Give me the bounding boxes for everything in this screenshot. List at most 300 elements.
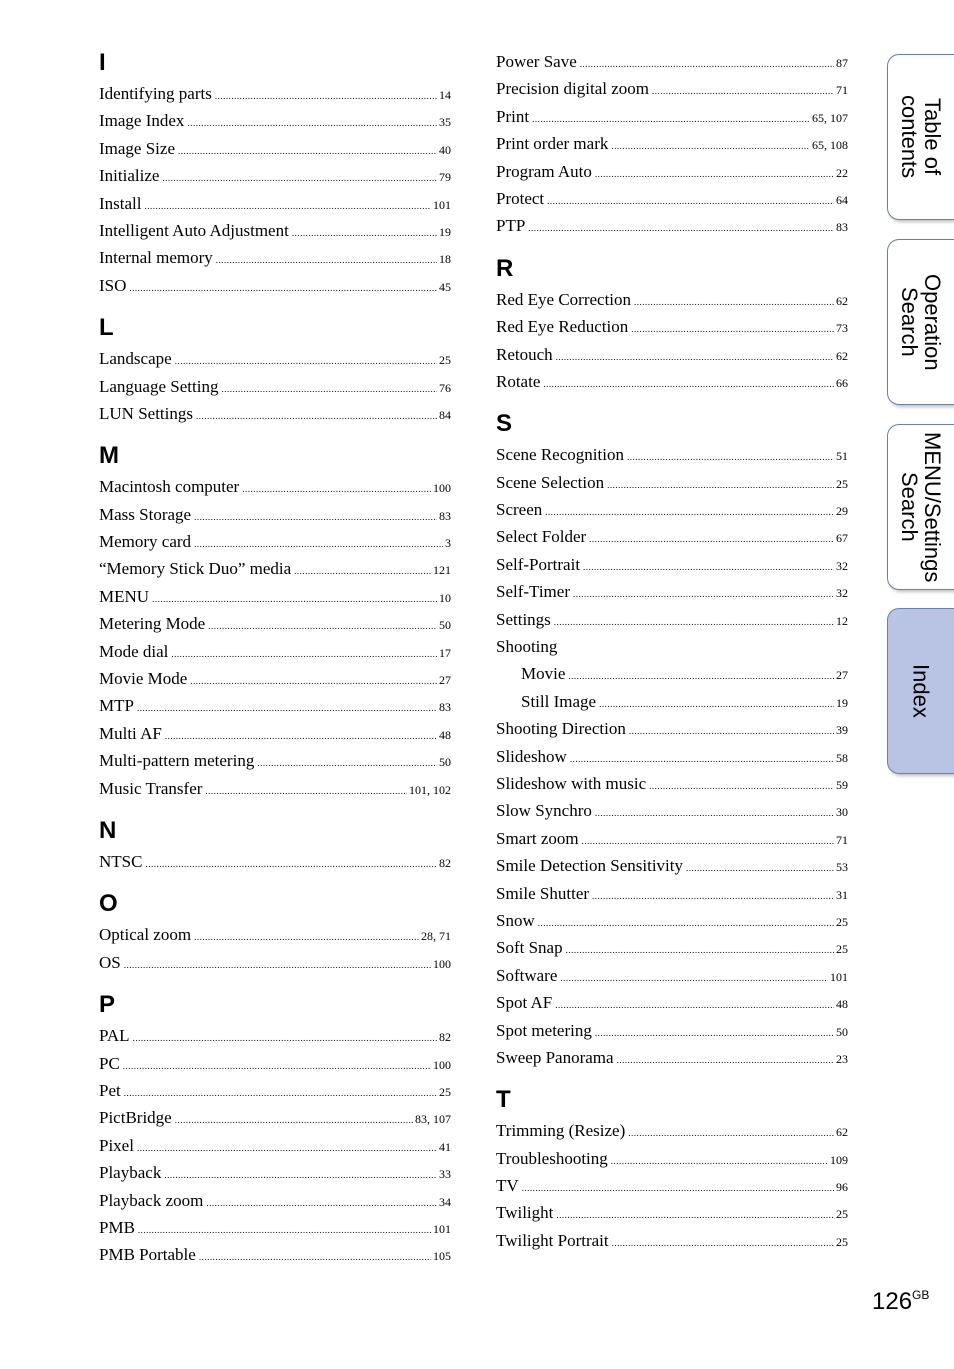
index-entry[interactable] <box>496 341 848 368</box>
page-number-value: 126 <box>872 1288 913 1315</box>
dot-leader <box>568 663 834 690</box>
page-reference-link[interactable]: 23 <box>836 1051 848 1066</box>
index-term: Slideshow <box>496 746 567 766</box>
dot-leader <box>205 778 407 805</box>
page-reference-link[interactable]: 62 <box>836 293 848 308</box>
page-reference-link[interactable]: 82 <box>439 855 451 870</box>
dot-leader <box>582 828 834 855</box>
index-term: Playback <box>99 1163 162 1183</box>
index-term: Mass Storage <box>99 504 192 524</box>
index-entry[interactable] <box>99 1022 451 1049</box>
dot-leader <box>583 554 834 581</box>
page-reference-link[interactable]: 40 <box>439 142 451 157</box>
page-reference-link[interactable]: 25 <box>836 1234 848 1249</box>
dot-leader <box>133 1025 437 1052</box>
page-reference-link[interactable]: 18 <box>439 252 451 267</box>
page-reference-link[interactable]: 50 <box>439 755 451 770</box>
index-section <box>99 889 451 976</box>
page-reference-link[interactable]: 83 <box>439 508 451 523</box>
dot-leader <box>123 1053 431 1080</box>
index-entry[interactable] <box>496 633 848 660</box>
index-entry[interactable] <box>496 1227 848 1254</box>
index-entry[interactable] <box>99 1187 451 1214</box>
index-entry[interactable] <box>496 688 848 715</box>
dot-leader <box>595 161 834 188</box>
page-reference-link[interactable]: 45 <box>439 279 451 294</box>
index-term: Macintosh computer <box>99 477 240 497</box>
page-reference-link[interactable]: 66 <box>836 375 848 390</box>
dot-leader <box>566 937 834 964</box>
index-term: Settings <box>496 609 551 629</box>
dot-leader <box>649 773 834 800</box>
index-term: Soft Snap <box>496 938 563 958</box>
dot-leader <box>206 1190 437 1217</box>
index-term: Rotate <box>496 371 541 391</box>
index-term: Print <box>496 106 530 126</box>
dot-leader <box>538 910 834 937</box>
index-entry[interactable] <box>99 638 451 665</box>
page-reference-link[interactable]: 101 <box>830 969 848 984</box>
index-entry[interactable] <box>496 825 848 852</box>
page-reference-link[interactable]: 19 <box>439 224 451 239</box>
index-term: Scene Selection <box>496 472 605 492</box>
dot-leader <box>686 855 834 882</box>
page-reference-link[interactable]: 48 <box>439 727 451 742</box>
index-entry[interactable] <box>99 1050 451 1077</box>
index-term: Optical zoom <box>99 925 192 945</box>
index-entry[interactable] <box>99 1104 451 1131</box>
page-reference-link[interactable]: 87 <box>836 56 848 70</box>
dot-leader <box>190 668 437 695</box>
index-term: Scene Recognition <box>496 445 624 465</box>
index-term: Smart zoom <box>496 828 579 848</box>
index-entry[interactable] <box>496 185 848 212</box>
index-entry[interactable] <box>496 797 848 824</box>
index-term: Pet <box>99 1080 121 1100</box>
index-section <box>99 313 451 427</box>
index-entry[interactable] <box>99 400 451 427</box>
dot-leader <box>221 376 437 403</box>
index-term: Precision digital zoom <box>496 79 649 99</box>
index-entry[interactable] <box>99 80 451 107</box>
dot-leader <box>242 476 431 503</box>
dot-leader <box>194 531 443 558</box>
index-entry[interactable] <box>99 345 451 372</box>
index-entry[interactable] <box>496 660 848 687</box>
dot-leader <box>547 188 834 215</box>
dot-leader <box>145 193 432 220</box>
index-entry[interactable] <box>99 747 451 774</box>
page-number <box>872 1288 929 1316</box>
page-reference-link[interactable]: 53 <box>836 860 848 875</box>
dot-leader <box>175 348 437 375</box>
tab-label: Operation Search <box>897 273 945 371</box>
tab-index[interactable] <box>887 608 954 774</box>
page-reference-link[interactable]: 14 <box>439 88 451 102</box>
index-entry[interactable] <box>99 162 451 189</box>
index-term: Twilight <box>496 1203 554 1223</box>
dot-leader <box>607 472 834 499</box>
index-term: Smile Detection Sensitivity <box>496 856 683 876</box>
index-entry[interactable] <box>99 1241 451 1268</box>
index-entry[interactable] <box>99 217 451 244</box>
index-entry[interactable] <box>496 496 848 523</box>
page-reference-link[interactable]: 71 <box>836 832 848 847</box>
index-entry[interactable] <box>496 606 848 633</box>
page-reference-link[interactable]: 48 <box>836 997 848 1012</box>
index-section <box>496 1085 848 1254</box>
index-term: Pixel <box>99 1135 134 1155</box>
dot-leader <box>165 723 437 750</box>
index-entry[interactable] <box>496 852 848 879</box>
dot-leader <box>137 695 437 722</box>
index-entry[interactable] <box>496 1117 848 1144</box>
dot-leader <box>164 1162 437 1189</box>
page-reference-link[interactable]: 65, 107 <box>812 110 848 125</box>
page-reference-link[interactable]: 25 <box>439 1084 451 1099</box>
page-reference-link[interactable]: 29 <box>836 504 848 519</box>
page-reference-link[interactable]: 58 <box>836 750 848 765</box>
page-reference-link[interactable]: 25 <box>836 476 848 491</box>
page-reference-link[interactable]: 109 <box>830 1152 848 1167</box>
index-entry[interactable] <box>99 135 451 162</box>
tab-label: MENU/Settings Search <box>897 431 945 583</box>
page-reference-link[interactable]: 100 <box>433 956 451 971</box>
index-entry[interactable] <box>99 272 451 299</box>
index-entry[interactable] <box>99 473 451 500</box>
section-letter-heading: T <box>496 1086 511 1114</box>
dot-leader <box>199 1244 431 1271</box>
index-term: Red Eye Reduction <box>496 317 629 337</box>
index-term: OS <box>99 952 121 972</box>
index-entry[interactable] <box>496 934 848 961</box>
page-reference-link[interactable]: 27 <box>439 673 451 688</box>
dot-leader <box>634 289 834 316</box>
index-term: Metering Mode <box>99 614 206 634</box>
dot-leader <box>592 883 834 910</box>
index-entry[interactable] <box>99 692 451 719</box>
dot-leader <box>124 952 431 979</box>
tab-label: Index <box>908 664 934 718</box>
index-term: Initialize <box>99 166 160 186</box>
page-reference-link[interactable]: 83, 107 <box>415 1112 451 1127</box>
index-entry[interactable] <box>496 130 848 157</box>
index-term: Snow <box>496 910 535 930</box>
page-reference-link[interactable]: 19 <box>836 695 848 710</box>
index-term: Slideshow with music <box>496 773 647 793</box>
page-reference-link[interactable]: 25 <box>836 942 848 957</box>
dot-leader <box>611 133 810 160</box>
index-term: Multi-pattern metering <box>99 751 255 771</box>
page-reference-link[interactable]: 67 <box>836 531 848 546</box>
index-term: MENU <box>99 586 150 606</box>
page-reference-link[interactable]: 82 <box>439 1030 451 1045</box>
dot-leader <box>570 746 834 773</box>
index-entry[interactable] <box>496 743 848 770</box>
index-entry[interactable] <box>496 368 848 395</box>
index-entry[interactable] <box>496 962 848 989</box>
dot-leader <box>292 220 437 247</box>
index-term: Smile Shutter <box>496 883 590 903</box>
index-entry[interactable] <box>99 1214 451 1241</box>
dot-leader <box>187 110 437 137</box>
index-term: Select Folder <box>496 527 587 547</box>
index-term: Program Auto <box>496 161 592 181</box>
dot-leader <box>556 1202 834 1229</box>
index-entry[interactable] <box>99 665 451 692</box>
index-entry[interactable] <box>496 75 848 102</box>
page-reference-link[interactable]: 32 <box>836 558 848 573</box>
dot-leader <box>194 924 419 951</box>
dot-leader <box>294 558 431 585</box>
index-entry[interactable] <box>496 1044 848 1071</box>
index-column-right <box>496 48 848 1268</box>
index-entry[interactable] <box>496 212 848 239</box>
index-entry[interactable] <box>496 1017 848 1044</box>
dot-leader <box>554 609 834 636</box>
index-entry[interactable] <box>496 1172 848 1199</box>
page-reference-link[interactable]: 101 <box>433 197 451 212</box>
index-term: TV <box>496 1176 519 1196</box>
index-term: PTP <box>496 216 526 236</box>
index-entry[interactable] <box>496 1199 848 1226</box>
dot-leader <box>611 1148 828 1175</box>
index-term: Retouch <box>496 344 553 364</box>
index-term: Protect <box>496 188 545 208</box>
index-term: Self-Timer <box>496 582 570 602</box>
dot-leader <box>560 965 828 992</box>
index-entry[interactable] <box>496 441 848 468</box>
dot-leader <box>545 499 834 526</box>
page-reference-link[interactable]: 39 <box>836 723 848 738</box>
index-term: Trimming (Resize) <box>496 1121 626 1141</box>
dot-leader <box>652 78 834 105</box>
page-reference-link[interactable]: 64 <box>836 192 848 207</box>
index-term: Image Size <box>99 138 175 158</box>
index-entry[interactable] <box>99 244 451 271</box>
dot-leader <box>631 316 834 343</box>
page-reference-link[interactable]: 22 <box>836 165 848 180</box>
tab-label: Table of contents <box>897 95 945 179</box>
index-term: Intelligent Auto Adjustment <box>99 220 289 240</box>
index-entry[interactable] <box>496 48 848 75</box>
page-reference-link[interactable]: 51 <box>836 449 848 464</box>
dot-leader <box>532 106 810 133</box>
dot-leader <box>543 371 834 398</box>
page-reference-link[interactable]: 59 <box>836 777 848 792</box>
page-reference-link[interactable]: 121 <box>433 563 451 578</box>
index-entry[interactable] <box>99 528 451 555</box>
index-entry[interactable] <box>496 313 848 340</box>
index-term: Screen <box>496 500 543 520</box>
index-entry[interactable] <box>99 848 451 875</box>
page-reference-link[interactable]: 28, 71 <box>421 929 451 944</box>
page-reference-link[interactable]: 100 <box>433 481 451 496</box>
index-term: Movie <box>521 664 566 684</box>
dot-leader <box>522 1175 834 1202</box>
index-section <box>99 441 451 802</box>
index-term: NTSC <box>99 851 143 871</box>
index-term: Red Eye Correction <box>496 289 632 309</box>
index-entry[interactable] <box>99 555 451 582</box>
page-reference-link[interactable]: 101 <box>433 1221 451 1236</box>
index-entry[interactable] <box>496 770 848 797</box>
page-reference-link[interactable]: 50 <box>836 1024 848 1039</box>
index-entry[interactable] <box>496 286 848 313</box>
index-term: MTP <box>99 696 134 716</box>
dot-leader <box>595 1020 834 1047</box>
index-entry[interactable] <box>496 578 848 605</box>
page-reference-link[interactable]: 30 <box>836 805 848 820</box>
index-term: Memory card <box>99 532 192 552</box>
index-entry[interactable] <box>99 949 451 976</box>
index-entry[interactable] <box>99 1077 451 1104</box>
page-reference-link[interactable]: 62 <box>836 348 848 363</box>
page-reference-link[interactable]: 76 <box>439 380 451 395</box>
index-entry[interactable] <box>99 720 451 747</box>
index-term: PictBridge <box>99 1108 172 1128</box>
page-reference-link[interactable]: 32 <box>836 586 848 601</box>
index-term: Spot AF <box>496 993 553 1013</box>
page-reference-link[interactable]: 31 <box>836 887 848 902</box>
index-entry[interactable] <box>496 523 848 550</box>
index-term: PC <box>99 1053 120 1073</box>
index-section <box>99 48 451 299</box>
index-term: Still Image <box>521 691 597 711</box>
page-reference-link[interactable]: 65, 108 <box>812 138 848 153</box>
index-entry[interactable] <box>496 989 848 1016</box>
index-term: Internal memory <box>99 248 213 268</box>
index-term: Playback zoom <box>99 1190 204 1210</box>
index-entry[interactable] <box>99 1159 451 1186</box>
page-reference-link[interactable]: 3 <box>445 536 451 551</box>
index-section <box>496 254 848 396</box>
tab-menu-settings-search[interactable] <box>887 424 954 590</box>
page-reference-link[interactable]: 12 <box>836 613 848 628</box>
page-reference-link[interactable]: 41 <box>439 1139 451 1154</box>
dot-leader <box>171 641 437 668</box>
page-reference-link[interactable]: 71 <box>836 83 848 98</box>
index-term: Sweep Panorama <box>496 1047 614 1067</box>
index-entry[interactable] <box>496 907 848 934</box>
index-term: Install <box>99 193 142 213</box>
index-term: Slow Synchro <box>496 801 592 821</box>
dot-leader <box>145 851 437 878</box>
page-reference-link[interactable]: 17 <box>439 645 451 660</box>
page-reference-link[interactable]: 10 <box>439 590 451 605</box>
index-entry[interactable] <box>496 103 848 130</box>
index-entry[interactable] <box>496 469 848 496</box>
index-entry[interactable] <box>496 158 848 185</box>
page-reference-link[interactable]: 50 <box>439 618 451 633</box>
section-letter-heading: L <box>99 314 114 342</box>
index-section <box>496 409 848 1071</box>
index-term: Music Transfer <box>99 778 203 798</box>
page-reference-link[interactable]: 62 <box>836 1125 848 1140</box>
section-letter-heading: S <box>496 410 513 438</box>
index-entry[interactable] <box>99 775 451 802</box>
dot-leader <box>194 504 437 531</box>
index-term: Software <box>496 965 558 985</box>
dot-leader <box>573 581 834 608</box>
index-entry[interactable] <box>99 190 451 217</box>
index-entry[interactable] <box>496 715 848 742</box>
dot-leader <box>124 1080 437 1107</box>
page-reference-link[interactable]: 105 <box>433 1249 451 1264</box>
page-reference-link[interactable]: 25 <box>836 1207 848 1222</box>
index-term: Self-Portrait <box>496 554 581 574</box>
page-reference-link[interactable]: 100 <box>433 1057 451 1072</box>
page-reference-link[interactable]: 33 <box>439 1167 451 1182</box>
dot-leader <box>580 51 834 78</box>
page-reference-link[interactable]: 25 <box>836 914 848 929</box>
page-reference-link[interactable]: 35 <box>439 115 451 130</box>
page-reference-link[interactable]: 83 <box>836 220 848 235</box>
section-letter-heading: R <box>496 254 514 282</box>
index-term: Twilight Portrait <box>496 1230 609 1250</box>
page-reference-link[interactable]: 27 <box>836 668 848 683</box>
dot-leader <box>628 1120 834 1147</box>
index-column-left <box>99 48 451 1283</box>
index-term: Image Index <box>99 111 185 131</box>
dot-leader <box>178 138 437 165</box>
index-term: Movie Mode <box>99 669 188 689</box>
page-reference-link[interactable]: 83 <box>439 700 451 715</box>
index-term: Multi AF <box>99 723 162 743</box>
section-letter-heading: I <box>99 49 106 76</box>
index-term: Shooting Direction <box>496 719 626 739</box>
tab-operation-search[interactable] <box>887 239 954 405</box>
index-term: Mode dial <box>99 641 169 661</box>
index-entry[interactable] <box>496 551 848 578</box>
section-letter-heading: O <box>99 890 118 918</box>
dot-leader <box>215 83 437 110</box>
page-reference-link[interactable]: 84 <box>439 407 451 422</box>
page-reference-link[interactable]: 101, 102 <box>409 782 451 797</box>
tab-table-of-contents[interactable] <box>887 54 954 220</box>
index-entry[interactable] <box>99 373 451 400</box>
page-reference-link[interactable]: 34 <box>439 1194 451 1209</box>
index-section <box>496 48 848 240</box>
dot-leader <box>137 1135 437 1162</box>
page-reference-link[interactable]: 96 <box>836 1180 848 1195</box>
dot-leader <box>152 586 437 613</box>
index-entry[interactable] <box>99 1132 451 1159</box>
index-entry[interactable] <box>99 583 451 610</box>
section-letter-heading: N <box>99 816 117 844</box>
page-reference-link[interactable]: 79 <box>439 170 451 185</box>
index-term: PAL <box>99 1026 130 1046</box>
dot-leader <box>257 750 437 777</box>
page-reference-link[interactable]: 25 <box>439 353 451 368</box>
index-term: PMB Portable <box>99 1245 196 1265</box>
dot-leader <box>196 403 437 430</box>
index-term: Troubleshooting <box>496 1148 608 1168</box>
dot-leader <box>617 1047 834 1074</box>
index-entry[interactable] <box>496 880 848 907</box>
index-entry[interactable] <box>99 921 451 948</box>
index-term: LUN Settings <box>99 403 193 423</box>
index-entry[interactable] <box>99 610 451 637</box>
page-reference-link[interactable]: 73 <box>836 321 848 336</box>
index-entry[interactable] <box>99 107 451 134</box>
index-term: Language Setting <box>99 376 219 396</box>
index-entry[interactable] <box>99 501 451 528</box>
index-entry[interactable] <box>496 1145 848 1172</box>
dot-leader <box>138 1217 431 1244</box>
index-term: Identifying parts <box>99 84 212 103</box>
page-number-suffix: GB <box>912 1288 930 1302</box>
